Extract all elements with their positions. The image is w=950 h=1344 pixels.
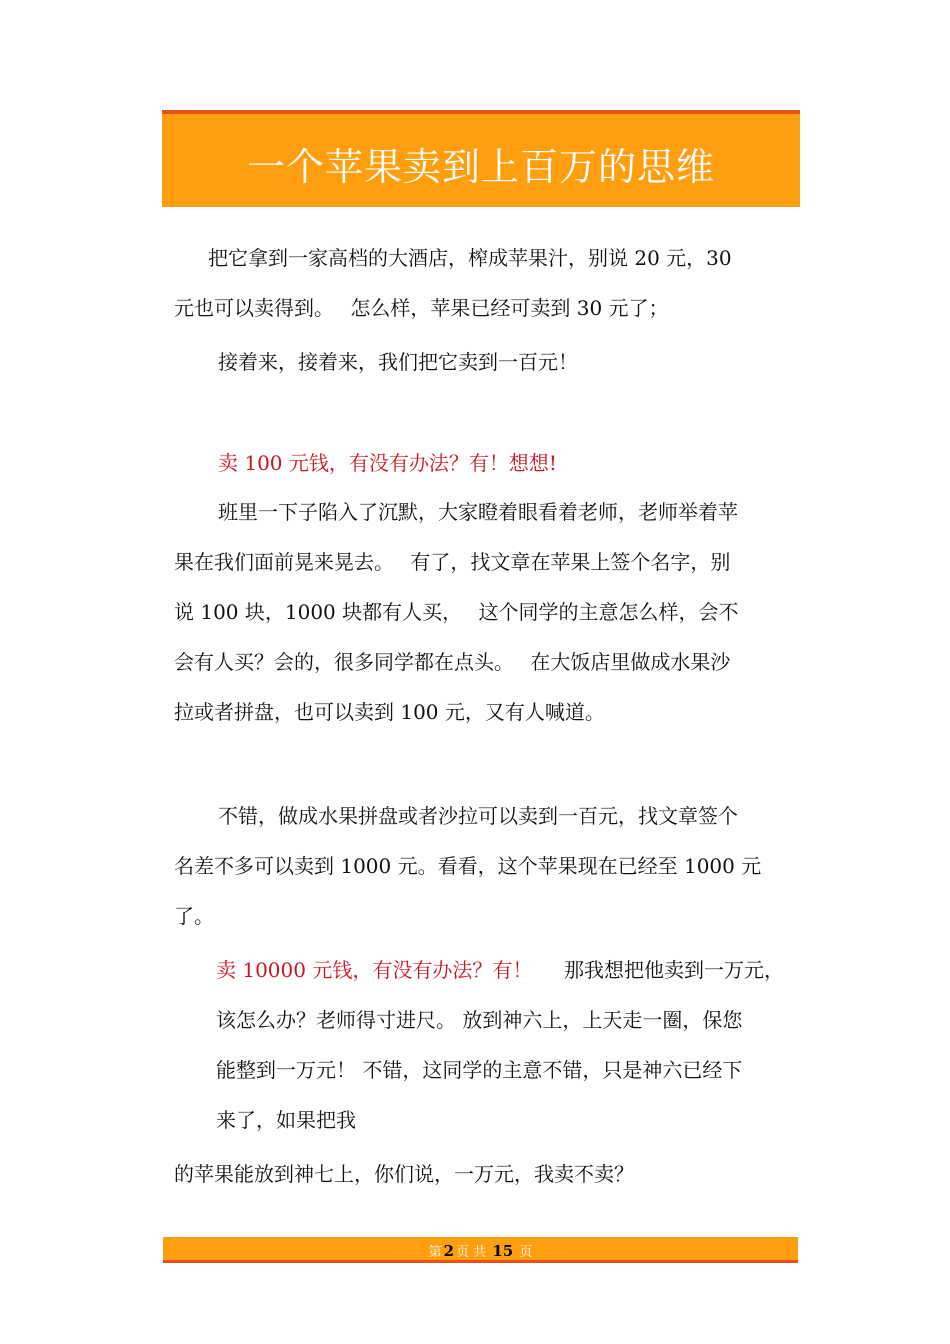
page-label-middle: 页 共 [456, 1245, 487, 1260]
paragraph-line: 元也可以卖得到。 怎么样，苹果已经可卖到 30 元了； [174, 296, 669, 320]
paragraph-line: 拉或者拼盘，也可以卖到 100 元，又有人喊道。 [174, 700, 605, 724]
paragraph-line: 把它拿到一家高档的大酒店，榨成苹果汁，别说 20 元，30 [208, 246, 732, 270]
paragraph-line: 那我想把他卖到一万元， [564, 958, 784, 982]
paragraph-line: 了。 [174, 904, 214, 928]
page-label-suffix: 页 [519, 1245, 533, 1260]
paragraph-line: 说 100 块，1000 块都有人买， 这个同学的主意怎么样，会不 [174, 600, 739, 624]
paragraph-line: 会有人买？会的，很多同学都在点头。 在大饭店里做成水果沙 [174, 650, 731, 674]
current-page: 2 [443, 1242, 455, 1260]
highlight-line: 卖 100 元钱，有没有办法？有！想想! [218, 451, 557, 475]
total-pages: 15 [492, 1242, 514, 1260]
paragraph-line: 名差不多可以卖到 1000 元。看看，这个苹果现在已经至 1000 元 [174, 854, 762, 878]
paragraph-line: 来了，如果把我 [216, 1108, 356, 1132]
footer-bar [163, 1237, 798, 1263]
paragraph-line: 不错，做成水果拼盘或者沙拉可以卖到一百元，找文章签个 [218, 804, 738, 828]
paragraph-line: 的苹果能放到神七上，你们说，一万元，我卖不卖？ [174, 1162, 634, 1186]
page-title: 一个苹果卖到上百万的思维 [246, 145, 715, 189]
paragraph-line: 果在我们面前晃来晃去。 有了，找文章在苹果上签个名字，别 [174, 550, 731, 574]
title-banner [162, 110, 800, 207]
paragraph-line: 班里一下子陷入了沉默，大家瞪着眼看着老师，老师举着苹 [218, 500, 738, 524]
paragraph-line: 能整到一万元！ 不错，这同学的主意不错，只是神六已经下 [216, 1058, 743, 1082]
highlight-line: 卖 10000 元钱，有没有办法？有！ [216, 958, 533, 982]
paragraph-line: 该怎么办？老师得寸进尺。 放到神六上，上天走一圈，保您 [216, 1008, 743, 1032]
page-label-prefix: 第 [428, 1245, 442, 1260]
paragraph-line: 接着来，接着来，我们把它卖到一百元！ [218, 350, 578, 374]
page-number [163, 1241, 798, 1260]
